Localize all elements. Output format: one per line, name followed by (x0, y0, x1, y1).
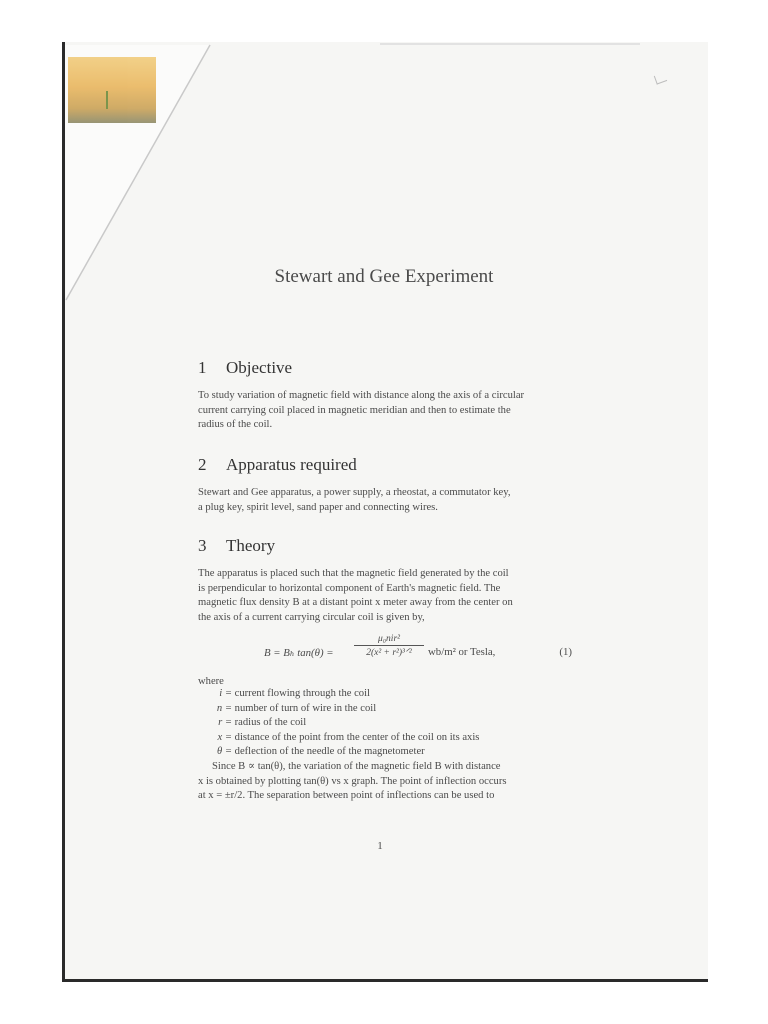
objective-paragraph (198, 389, 576, 433)
text-line: magnetic flux density B at a distant point x meter away from the center on (198, 597, 513, 608)
equation-rhs: wb/m² or Tesla, (428, 646, 496, 658)
definition-symbol: n = (216, 702, 232, 714)
section-heading-objective (198, 358, 292, 378)
definition-symbol: i = (219, 688, 232, 699)
definition-symbol: x = (217, 731, 232, 743)
theory-paragraph (198, 567, 576, 625)
section-number: 3 (198, 536, 207, 555)
equation-lhs: B = Bₕ tan(θ) = (264, 647, 334, 659)
equation-denominator: 2(x² + r²)³ᐟ² (366, 648, 412, 658)
closing-paragraph (198, 760, 576, 804)
plant-sprig (106, 91, 124, 109)
text-line: at x = ±r/2. The separation between point of inflections can be used to (198, 790, 495, 801)
text-line: is perpendicular to horizontal component of Earth's magnetic field. The (198, 582, 501, 594)
definition-row (198, 745, 479, 760)
section-number: 2 (198, 455, 207, 474)
text-line: To study variation of magnetic field with distance along the axis of a circular (198, 390, 525, 401)
definitions-list (198, 687, 479, 760)
text-line: radius of the coil. (198, 419, 273, 430)
text-line: current carrying coil placed in magnetic meridian and then to estimate the (198, 404, 511, 416)
apparatus-paragraph (198, 486, 576, 515)
equation-1 (198, 634, 576, 674)
text-line: The apparatus is placed such that the magnetic field generated by the coil (198, 568, 509, 579)
definition-text: number of turn of wire in the coil (234, 702, 377, 714)
definition-text: radius of the coil (234, 717, 307, 729)
where-label: where (198, 676, 224, 687)
definition-text: distance of the point from the center of the coil on its axis (234, 731, 480, 743)
document-title: Stewart and Gee Experiment (274, 266, 494, 287)
definition-row (198, 687, 479, 702)
definition-row (198, 716, 479, 731)
section-heading-apparatus (198, 455, 357, 475)
section-title: Objective (226, 358, 293, 377)
section-title: Apparatus required (226, 455, 357, 474)
photo-fragment (68, 57, 156, 123)
text-line: Since B ∝ tan(θ), the variation of the magnetic field B with distance (212, 761, 501, 772)
definition-text: current flowing through the coil (234, 688, 370, 699)
equation-numerator: μ₀nir² (377, 634, 400, 644)
equation-number: (1) (559, 646, 572, 658)
definition-row (198, 731, 479, 746)
definition-symbol: r = (218, 717, 232, 729)
text-line: the axis of a current carrying circular coil is given by, (198, 611, 425, 623)
definition-symbol: θ = (216, 746, 232, 758)
text-line: a plug key, spirit level, sand paper and connecting wires. (198, 501, 438, 513)
section-title: Theory (226, 536, 276, 555)
text-line: x is obtained by plotting tan(θ) vs x graph. The point of inflection occurs (198, 775, 507, 787)
definition-row (198, 702, 479, 717)
section-heading-theory (198, 536, 275, 556)
equation-fraction (354, 634, 424, 658)
section-number: 1 (198, 358, 207, 377)
text-line: Stewart and Gee apparatus, a power supply, a rheostat, a commutator key, (198, 487, 511, 498)
fraction-bar (354, 645, 424, 646)
page-number: 1 (377, 840, 383, 852)
definition-text: deflection of the needle of the magnetometer (234, 746, 425, 758)
